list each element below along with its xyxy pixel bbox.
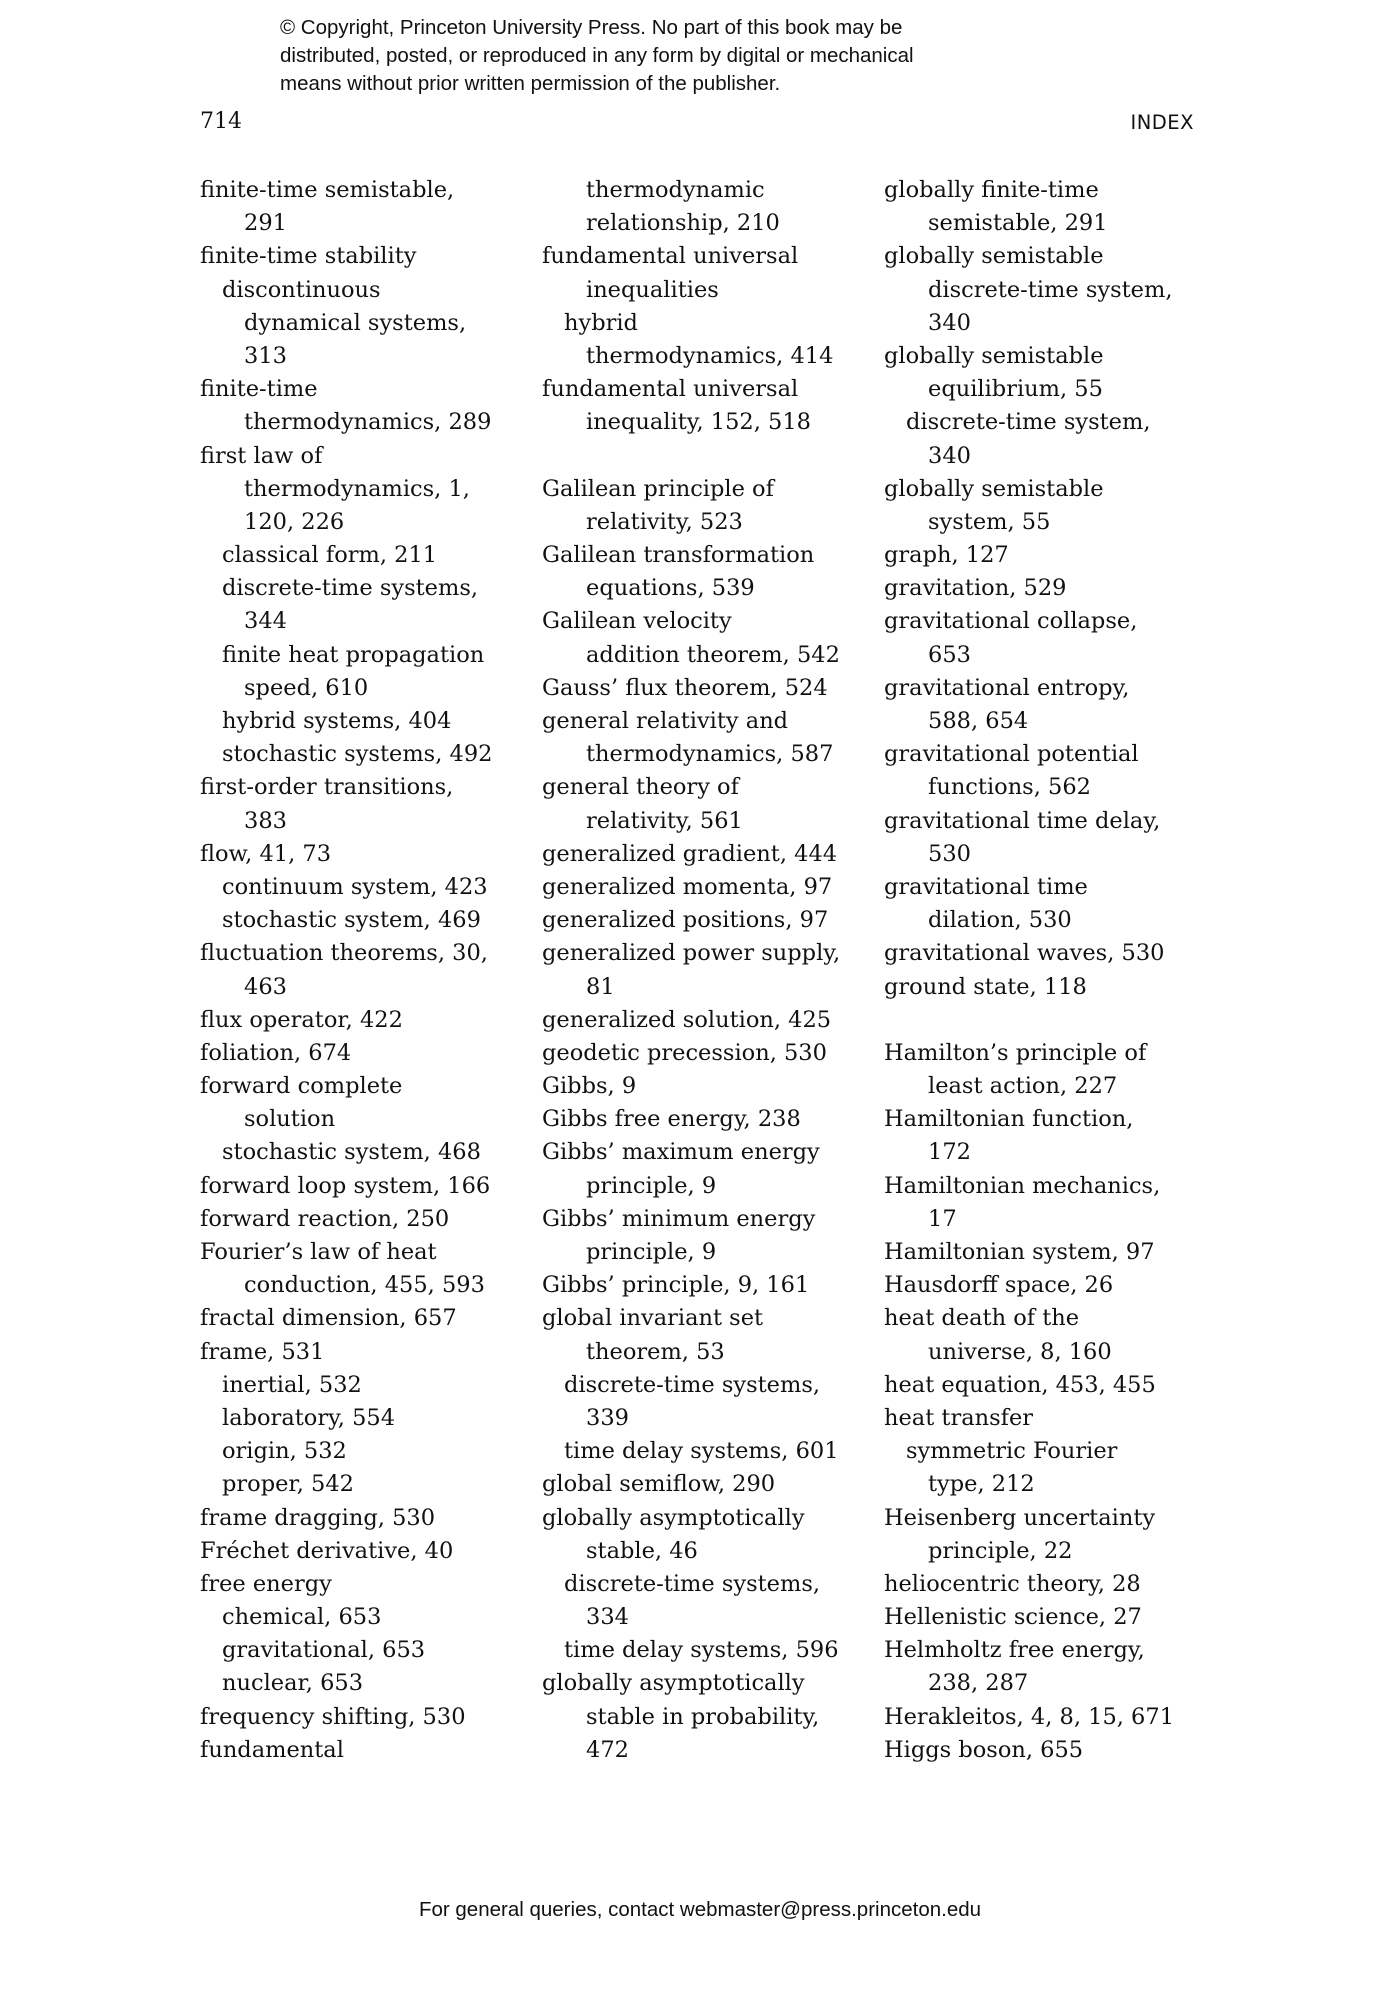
index-entry: fluctuation theorems, 30, — [200, 940, 488, 967]
index-entry: Gibbs free energy, 238 — [542, 1106, 801, 1133]
index-entry: functions, 562 — [928, 774, 1091, 801]
index-entry — [884, 1004, 1214, 1037]
index-entry: fundamental universal — [542, 243, 799, 270]
index-entry: heat transfer — [884, 1404, 1034, 1431]
index-entry: stable, 46 — [586, 1537, 698, 1564]
index-entry: thermodynamics, 289 — [244, 409, 492, 436]
index-entry: relationship, 210 — [586, 210, 780, 237]
index-entry: relativity, 523 — [586, 508, 743, 535]
index-entry: frequency shifting, 530 — [200, 1703, 466, 1730]
index-entry: fundamental — [200, 1736, 344, 1763]
index-entry: ground state, 118 — [884, 973, 1087, 1000]
index-entry: 313 — [244, 342, 287, 369]
index-entry: gravitation, 529 — [884, 575, 1067, 602]
index-entry: forward complete — [200, 1073, 403, 1100]
index-entry: hybrid systems, 404 — [222, 708, 452, 734]
index-entry: 339 — [586, 1404, 629, 1431]
index-entry: general relativity and — [542, 708, 789, 734]
footer-contact: For general queries, contact webmaster@press.princeton.edu — [418, 1898, 982, 1921]
index-entry: 120, 226 — [244, 508, 345, 535]
index-entry: 81 — [586, 973, 615, 1000]
page-number: 714 — [200, 109, 242, 134]
index-entry: classical form, 211 — [222, 542, 438, 569]
copyright-line: means without prior written permission of the publisher. — [280, 72, 781, 95]
index-entry: free energy — [200, 1570, 332, 1597]
index-entry: least action, 227 — [928, 1073, 1118, 1100]
index-entry: 530 — [928, 840, 971, 867]
index-entry: generalized momenta, 97 — [542, 873, 833, 900]
index-entry: Gibbs’ maximum energy — [542, 1139, 820, 1166]
index-entry: proper, 542 — [222, 1471, 354, 1498]
index-entry: discontinuous — [222, 276, 381, 303]
index-entry: Gibbs’ principle, 9, 161 — [542, 1272, 810, 1299]
index-entry: Hellenistic science, 27 — [884, 1604, 1142, 1631]
index-entry: Hamiltonian function, — [884, 1106, 1134, 1133]
index-entry: continuum system, 423 — [222, 873, 488, 900]
index-entry: equations, 539 — [586, 575, 755, 602]
index-entry: semistable, 291 — [928, 210, 1108, 237]
index-entry: equilibrium, 55 — [928, 376, 1103, 403]
index-entry: Hamiltonian system, 97 — [884, 1239, 1155, 1265]
index-entry: 463 — [244, 973, 287, 1000]
index-entry: heat equation, 453, 455 — [884, 1371, 1156, 1398]
index-entry: principle, 22 — [928, 1537, 1073, 1564]
index-entry: 172 — [928, 1139, 971, 1166]
index-entry: flux operator, 422 — [200, 1006, 403, 1033]
index-entry: dynamical systems, — [244, 309, 467, 336]
index-entry: 334 — [586, 1604, 629, 1631]
copyright-line: distributed, posted, or reproduced in any form by digital or mechanical — [280, 44, 914, 67]
index-entry: Helmholtz free energy, — [884, 1637, 1145, 1664]
index-entry: time delay systems, 601 — [564, 1438, 839, 1465]
index-entry: Hausdorff space, 26 — [884, 1272, 1114, 1299]
index-entry: gravitational, 653 — [222, 1637, 426, 1664]
index-entry: globally asymptotically — [542, 1670, 805, 1697]
index-entry: 340 — [928, 309, 971, 336]
index-entry: forward loop system, 166 — [200, 1172, 491, 1199]
index-entry: 340 — [928, 442, 971, 469]
index-entry: inequality, 152, 518 — [586, 409, 811, 436]
index-entry: relativity, 561 — [586, 807, 743, 834]
index-entry: generalized power supply, — [542, 940, 841, 967]
index-entry: heliocentric theory, 28 — [884, 1570, 1141, 1597]
index-entry: chemical, 653 — [222, 1604, 382, 1631]
index-entry: discrete-time systems, — [564, 1371, 821, 1398]
index-entry: stable in probability, — [586, 1703, 820, 1730]
index-entry: Galilean transformation — [542, 542, 815, 569]
index-entry: thermodynamics, 587 — [586, 741, 834, 768]
index-entry: flow, 41, 73 — [200, 840, 332, 867]
index-entry: nuclear, 653 — [222, 1670, 364, 1697]
index-entry: hybrid — [564, 309, 638, 336]
index-entry: dilation, 530 — [928, 907, 1072, 934]
index-entry: inertial, 532 — [222, 1371, 362, 1398]
index-entry: laboratory, 554 — [222, 1404, 396, 1431]
index-entry: graph, 127 — [884, 542, 1009, 569]
index-entry: addition theorem, 542 — [586, 641, 840, 668]
index-entry: thermodynamic — [586, 177, 765, 203]
index-entry: first law of — [200, 442, 323, 469]
index-entry: stochastic systems, 492 — [222, 741, 493, 768]
index-entry: frame dragging, 530 — [200, 1504, 436, 1531]
index-entry: gravitational time — [884, 873, 1088, 900]
index-entry: Herakleitos, 4, 8, 15, 671 — [884, 1703, 1175, 1730]
index-entry: generalized solution, 425 — [542, 1006, 832, 1033]
index-entry: 383 — [244, 807, 287, 834]
index-entry: Gibbs’ minimum energy — [542, 1205, 816, 1232]
index-entry: heat death of the — [884, 1305, 1080, 1332]
index-entry: Fréchet derivative, 40 — [200, 1537, 454, 1564]
index-entry: discrete-time system, — [928, 276, 1173, 303]
index-entry: gravitational potential — [884, 741, 1139, 768]
index-entry: 238, 287 — [928, 1670, 1029, 1697]
index-entry: finite-time semistable, — [200, 177, 455, 203]
index-entry: Gauss’ flux theorem, 524 — [542, 674, 828, 701]
index-entry: thermodynamics, 1, — [244, 475, 470, 502]
index-entry: time delay systems, 596 — [564, 1637, 839, 1664]
index-column-3 — [884, 174, 1214, 1767]
index-entry: globally semistable — [884, 342, 1104, 369]
index-entry: global semiflow, 290 — [542, 1471, 776, 1498]
index-entry: globally asymptotically — [542, 1504, 805, 1531]
index-entry: generalized gradient, 444 — [542, 840, 838, 867]
index-entry: 344 — [244, 608, 287, 635]
index-entry: generalized positions, 97 — [542, 907, 829, 934]
index-entry: inequalities — [586, 276, 719, 303]
index-entry: fundamental universal — [542, 376, 799, 403]
index-entry: Hamilton’s principle of — [884, 1039, 1147, 1066]
index-entry: 588, 654 — [928, 708, 1029, 734]
index-entry: Higgs boson, 655 — [884, 1736, 1084, 1763]
index-entry: conduction, 455, 593 — [244, 1272, 485, 1299]
index-entry: frame, 531 — [200, 1338, 325, 1365]
index-entry: foliation, 674 — [200, 1039, 352, 1066]
index-entry: globally semistable — [884, 475, 1104, 502]
index-entry: finite heat propagation — [222, 641, 485, 668]
index-entry: finite-time — [200, 376, 318, 403]
index-entry: system, 55 — [928, 508, 1051, 535]
index-entry: gravitational collapse, — [884, 608, 1138, 635]
index-entry: geodetic precession, 530 — [542, 1039, 827, 1066]
index-entry: discrete-time systems, — [222, 575, 479, 602]
index-entry: speed, 610 — [244, 674, 369, 701]
index-entry: fractal dimension, 657 — [200, 1305, 457, 1332]
copyright-notice — [280, 14, 1040, 98]
running-head: INDEX — [1130, 111, 1194, 134]
index-entry: gravitational time delay, — [884, 807, 1161, 834]
index-entry: finite-time stability — [200, 243, 417, 270]
index-entry: forward reaction, 250 — [200, 1205, 450, 1232]
index-entry: principle, 9 — [586, 1172, 717, 1199]
index-entry: type, 212 — [928, 1471, 1035, 1498]
index-entry: globally semistable — [884, 243, 1104, 270]
index-entry: principle, 9 — [586, 1239, 717, 1265]
index-entry: 17 — [928, 1205, 957, 1232]
index-entry: general theory of — [542, 774, 739, 801]
index-entry: thermodynamics, 414 — [586, 342, 834, 369]
index-entry: stochastic system, 468 — [222, 1139, 481, 1166]
index-entry: symmetric Fourier — [906, 1438, 1118, 1465]
index-entry: gravitational waves, 530 — [884, 940, 1165, 967]
index-entry: Gibbs, 9 — [542, 1073, 637, 1100]
copyright-line: © Copyright, Princeton University Press. No part of this book may be — [280, 16, 903, 39]
index-column-1 — [200, 174, 530, 1767]
index-entry: universe, 8, 160 — [928, 1338, 1112, 1365]
index-entry: origin, 532 — [222, 1438, 347, 1465]
index-entry: Galilean velocity — [542, 608, 732, 635]
index-entry: stochastic system, 469 — [222, 907, 481, 934]
index-entry: 291 — [244, 210, 287, 237]
index-entry: Fourier’s law of heat — [200, 1239, 437, 1265]
index-entry — [542, 440, 872, 473]
index-entry: Galilean principle of — [542, 475, 774, 502]
index-column-2 — [542, 174, 872, 1767]
index-entry: gravitational entropy, — [884, 674, 1130, 701]
index-entry: 653 — [928, 641, 971, 668]
index-entry: first-order transitions, — [200, 774, 454, 801]
index-entry: Hamiltonian mechanics, — [884, 1172, 1161, 1199]
index-entry: solution — [244, 1106, 336, 1133]
index-entry: 472 — [586, 1736, 629, 1763]
index-entry: Heisenberg uncertainty — [884, 1504, 1156, 1531]
index-entry: theorem, 53 — [586, 1338, 725, 1365]
index-entry: discrete-time systems, — [564, 1570, 821, 1597]
index-entry: discrete-time system, — [906, 409, 1151, 436]
index-entry: global invariant set — [542, 1305, 764, 1332]
index-entry: globally finite-time — [884, 177, 1099, 203]
